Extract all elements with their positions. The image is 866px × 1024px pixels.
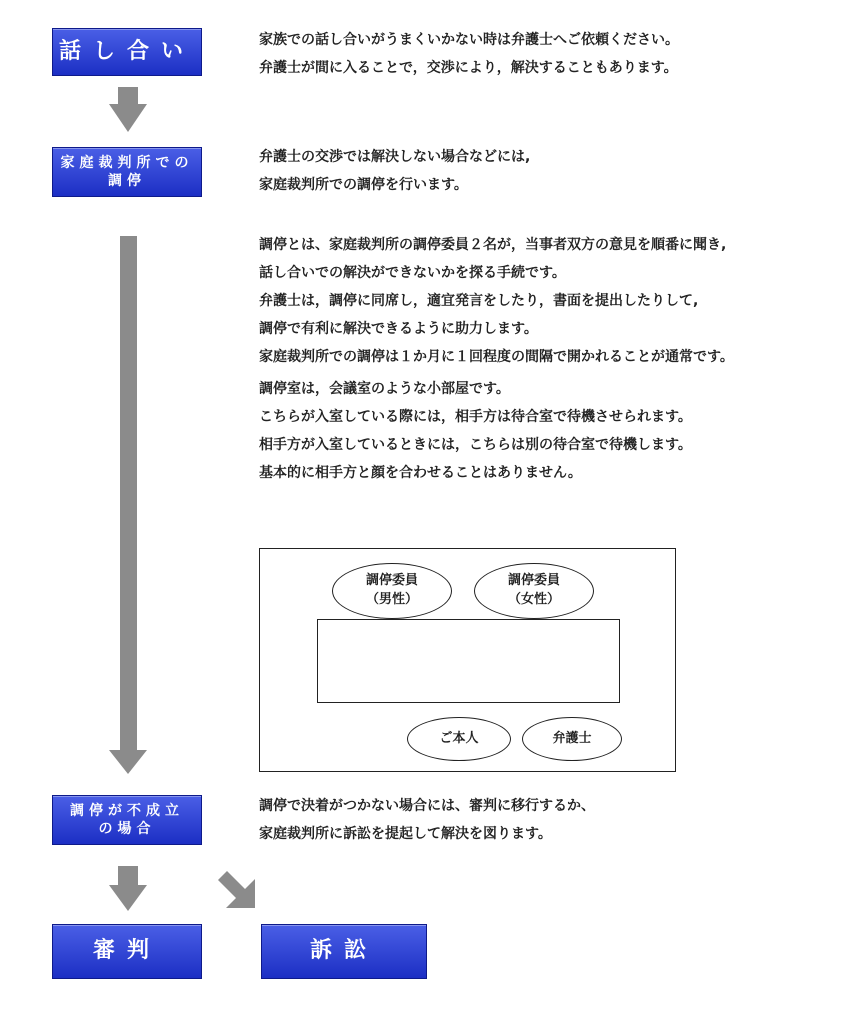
text-line: 話し合いでの解決ができないかを探る手続です。	[259, 265, 566, 281]
arrow-down-1-icon	[109, 104, 147, 132]
text-line: 弁護士は，調停に同席し，適宜発言をしたり，書面を提出したりして,	[259, 293, 699, 309]
text-line: 相手方が入室しているときには，こちらは別の待合室で待機します。	[259, 437, 692, 453]
text-line: 調停室は，会議室のような小部屋です。	[259, 381, 510, 397]
arrow-down-2-icon	[109, 885, 147, 911]
stage-fuseiritsu-label: 調停が不成立 の場合	[70, 802, 184, 837]
mediation-table	[317, 619, 620, 703]
stage-shinpan-label: 審判	[92, 938, 161, 964]
stage-sosho	[261, 924, 427, 979]
text-line: 調停とは、家庭裁判所の調停委員２名が，当事者双方の意見を順番に聞き,	[259, 237, 727, 253]
arrow-down-1-shaft	[118, 87, 138, 104]
text-line: 家庭裁判所での調停は１か月に１回程度の間隔で開かれることが通常です。	[259, 349, 734, 365]
stage-shinpan	[52, 924, 202, 979]
ellipse-iin-female: 調停委員 （女性）	[474, 563, 594, 619]
text-chotei-detail	[259, 231, 734, 371]
text-chotei-intro	[259, 143, 530, 199]
text-line: 調停で決着がつかない場合には、審判に移行するか、	[259, 798, 595, 814]
arrow-down-long-shaft	[120, 236, 137, 752]
text-line: 弁護士の交渉では解決しない場合などには,	[259, 149, 531, 165]
arrow-down-long-icon	[109, 750, 147, 774]
mediation-room-diagram	[259, 548, 676, 772]
text-fuseiritsu	[259, 792, 595, 848]
stage-sosho-label: 訴訟	[309, 938, 378, 964]
ellipse-bengoshi: 弁護士	[522, 717, 622, 761]
text-line: 家庭裁判所に訴訟を提起して解決を図ります。	[259, 826, 552, 842]
stage-fuseiritsu	[52, 795, 202, 845]
stage-chotei-label: 家庭裁判所での 調停	[60, 154, 194, 189]
text-line: 家庭裁判所での調停を行います。	[259, 177, 468, 193]
text-line: こちらが入室している際には，相手方は待合室で待機させられます。	[259, 409, 692, 425]
arrow-diagonal-icon	[215, 868, 263, 916]
ellipse-iin-male: 調停委員 （男性）	[332, 563, 452, 619]
stage-hanashiai-label: 話し合い	[58, 38, 195, 64]
stage-chotei	[52, 147, 202, 197]
ellipse-honnin: ご本人	[407, 717, 511, 761]
arrow-down-2-shaft	[118, 866, 138, 885]
text-line: 基本的に相手方と顔を合わせることはありません。	[259, 465, 582, 481]
text-line: 調停で有利に解決できるように助力します。	[259, 321, 538, 337]
text-hanashiai	[259, 26, 679, 82]
text-line: 弁護士が間に入ることで，交渉により，解決することもあります。	[259, 60, 678, 76]
text-chotei-room	[259, 375, 692, 487]
text-line: 家族での話し合いがうまくいかない時は弁護士へご依頼ください。	[259, 32, 679, 48]
stage-hanashiai	[52, 28, 202, 76]
